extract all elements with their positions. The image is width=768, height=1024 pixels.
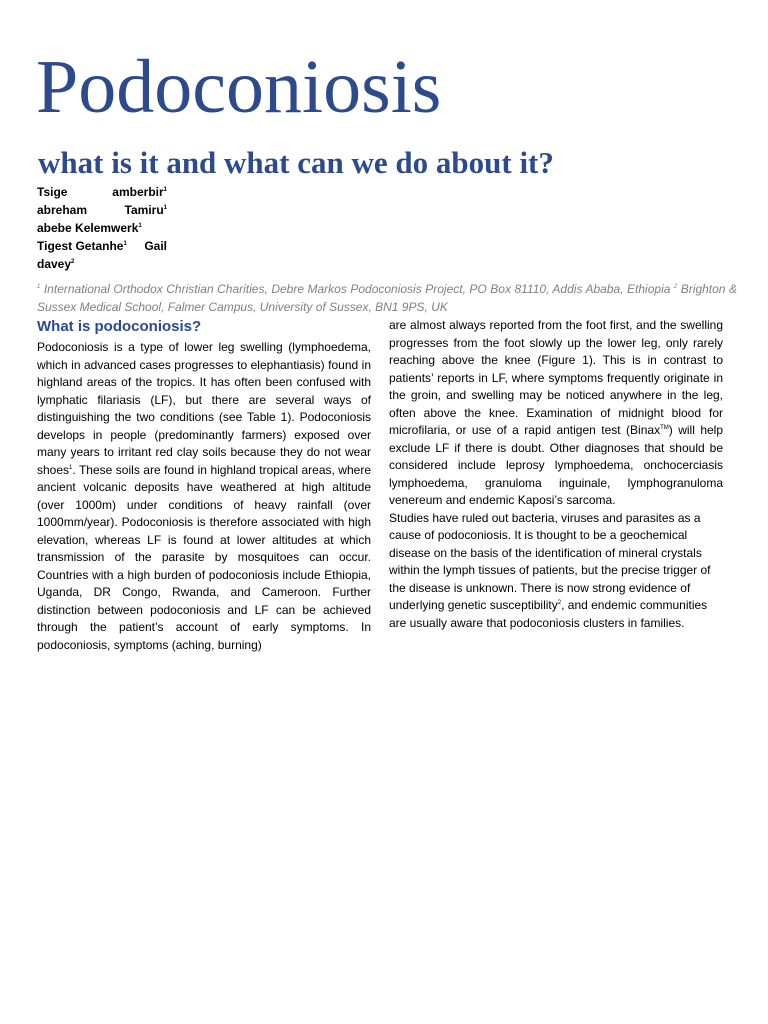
author-line — [37, 201, 167, 219]
affiliation-2: Brighton & Sussex Medical School, Falmer Campus, University of Sussex, BN1 9PS, UK — [37, 282, 737, 314]
author-line — [37, 219, 167, 237]
author-surname: Kelemwerk$^1$ — [75, 221, 142, 235]
trademark-marker: TM — [660, 425, 669, 431]
body-paragraph: Studies have ruled out bacteria, viruses and parasites as a cause of podoconiosis. It is thought to be a geochemical disease on the basis of the identification of mineral crystals within the lymph tissues of patients, but the precise trigger of the disease is unknown. There is now strong evidence of underlying genetic susceptibility$^2$, and endemic communities are usually aware that podoconiosis clusters in families. — [389, 510, 711, 630]
author-surname: amberbir$^1$ — [112, 185, 167, 199]
affiliation-1: International Orthodox Christian Charities, Debre Markos Podoconiosis Project, PO Box 81110, Addis Ababa, Ethiopia — [40, 282, 674, 296]
affiliation-marker: 2 — [71, 259, 75, 265]
author-line — [37, 255, 167, 273]
affiliation-marker: 1 — [138, 223, 142, 229]
author-given-name: Gail — [144, 239, 167, 253]
author-list — [37, 183, 167, 273]
author-line — [37, 183, 167, 201]
affiliations — [37, 280, 737, 316]
citation-marker: 1 — [69, 464, 73, 471]
document-subtitle: what is it and what can we do about it? — [38, 145, 554, 180]
author-surname: Tamiru$^1$ — [124, 203, 167, 217]
body-paragraph: Podoconiosis is a type of lower leg swelling (lymphoedema, which in advanced cases progresses to elephantiasis) found in highland areas of the tropics. It has often been confused with lymphatic filariasis (LF), but there are several ways of distinguishing the two conditions (see Table 1). Podoconiosis develops in people (predominantly farmers) exposed over many years to irritant red clay soils because they do not wear shoes$^1$. These soils are found in highland tropical areas, where ancient volcanic deposits have weathered at high altitude (over 1000m) under conditions of heavy rainfall (over 1000mm/year). Podoconiosis is therefore associated with high elevation, whereas LF is found at lower altitudes at which transmission of the parasite by mosquitoes can occur. Countries with a high burden of podoconiosis include Ethiopia, Uganda, DR Congo, Rwanda, and Cameroon. Further distinction between podoconiosis and LF can be achieved through the patient’s account of early symptoms. In podoconiosis, symptoms (aching, burning) — [37, 340, 371, 652]
author-given-name: abreham — [37, 203, 88, 217]
right-column — [389, 317, 723, 632]
body-paragraph: are almost always reported from the foot first, and the swelling progresses from the foot slowly up the lower leg, only rarely reaching above the knee (Figure 1). This is in contrast to patients’ reports in LF, where symptoms frequently originate in the groin, and swelling may be noticed anywhere in the leg, often above the knee. Examination of midnight blood for microfilaria, or use of a rapid antigen test (Binax™) will help exclude LF if there is doubt. Other diagnoses that should be considered include leprosy lymphoedema, onchocerciasis lymphoedema, granuloma inguinale, lymphogranuloma venereum and endemic Kaposi’s sarcoma. — [389, 318, 724, 507]
affiliation-marker: 1 — [163, 187, 167, 193]
author-surname: davey$^2$ — [37, 257, 75, 271]
affiliation-marker: 1 — [163, 205, 167, 211]
citation-marker: 2 — [557, 600, 562, 606]
affiliation-marker: 2 — [673, 284, 678, 290]
left-column — [37, 317, 371, 654]
affiliation-marker: 1 — [123, 241, 127, 247]
affiliation-marker: 1 — [37, 284, 41, 290]
author-given-name: Tsige — [37, 185, 68, 199]
section-heading: What is podoconiosis? — [37, 318, 202, 335]
author-name: Tigest Getanhe$^1$ — [37, 239, 127, 253]
author-given-name: abebe — [37, 221, 72, 235]
document-title: Podoconiosis — [36, 45, 442, 129]
author-line — [37, 237, 167, 255]
